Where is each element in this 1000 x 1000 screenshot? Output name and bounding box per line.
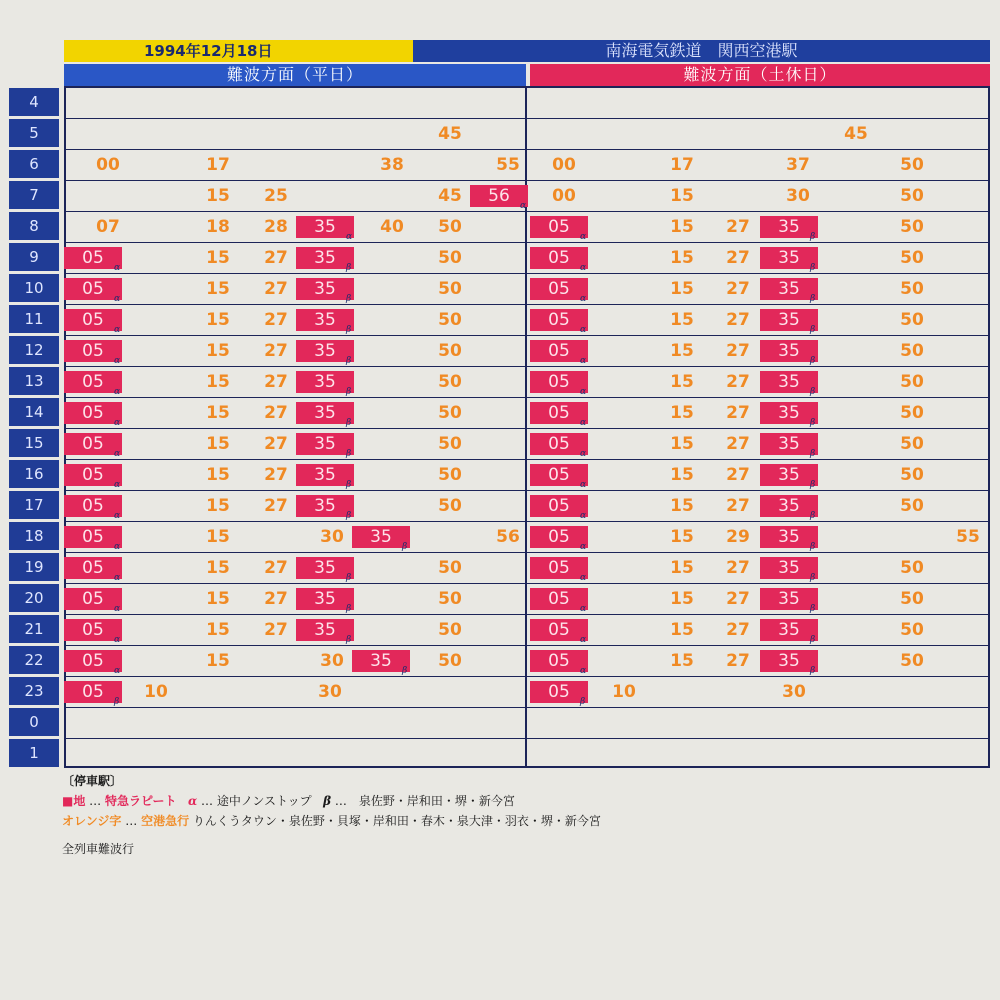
weekday-departure-19-15: 15 <box>206 558 230 578</box>
hour-label: 15 <box>9 429 59 457</box>
weekday-departure-13-50: 50 <box>438 372 462 392</box>
weekday-departure-5-45: 45 <box>438 124 462 144</box>
alpha-mark: α <box>114 573 121 583</box>
holiday-departure-22-35: 35 <box>760 650 818 672</box>
weekday-departure-8-40: 40 <box>380 217 404 237</box>
beta-mark: β <box>810 325 816 335</box>
beta-mark: β <box>346 511 352 521</box>
legend-dots: … <box>89 794 102 808</box>
holiday-departure-21-05: 05 <box>530 619 588 641</box>
holiday-departure-13-15: 15 <box>670 372 694 392</box>
row-divider <box>64 490 990 491</box>
holiday-departure-6-37: 37 <box>786 155 810 175</box>
holiday-departure-15-35: 35 <box>760 433 818 455</box>
alpha-mark: α <box>580 232 587 242</box>
weekday-departure-8-50: 50 <box>438 217 462 237</box>
alpha-mark: α <box>114 294 121 304</box>
holiday-departure-20-50: 50 <box>900 589 924 609</box>
row-divider <box>64 304 990 305</box>
weekday-departure-16-15: 15 <box>206 465 230 485</box>
holiday-departure-15-50: 50 <box>900 434 924 454</box>
weekday-departure-12-35: 35 <box>296 340 354 362</box>
weekday-departure-7-15: 15 <box>206 186 230 206</box>
holiday-departure-18-35: 35 <box>760 526 818 548</box>
weekday-departure-16-05: 05 <box>64 464 122 486</box>
alpha-mark: α <box>580 666 587 676</box>
alpha-mark: α <box>580 387 587 397</box>
weekday-departure-21-27: 27 <box>264 620 288 640</box>
holiday-departure-20-05: 05 <box>530 588 588 610</box>
alpha-mark: α <box>114 325 121 335</box>
alpha-mark: α <box>520 201 527 211</box>
hour-label: 0 <box>9 708 59 736</box>
holiday-departure-15-27: 27 <box>726 434 750 454</box>
alpha-mark: α <box>114 511 121 521</box>
weekday-departure-11-05: 05 <box>64 309 122 331</box>
legend-red-ground: ■地 <box>62 794 86 808</box>
weekday-departure-22-35: 35 <box>352 650 410 672</box>
holiday-departure-9-15: 15 <box>670 248 694 268</box>
alpha-mark: α <box>114 263 121 273</box>
alpha-mark: α <box>580 356 587 366</box>
weekday-departure-22-30: 30 <box>320 651 344 671</box>
row-divider <box>64 149 990 150</box>
beta-mark: β <box>580 697 586 707</box>
weekday-departure-16-27: 27 <box>264 465 288 485</box>
weekday-departure-6-00: 00 <box>96 155 120 175</box>
weekday-departure-19-27: 27 <box>264 558 288 578</box>
beta-mark: β <box>810 387 816 397</box>
weekday-departure-12-27: 27 <box>264 341 288 361</box>
beta-mark: β <box>810 294 816 304</box>
weekday-departure-21-15: 15 <box>206 620 230 640</box>
holiday-departure-16-27: 27 <box>726 465 750 485</box>
row-divider <box>64 521 990 522</box>
legend-rapit: 特急ラピート <box>105 794 177 808</box>
beta-mark: β <box>810 263 816 273</box>
hour-label: 5 <box>9 119 59 147</box>
weekday-departure-16-35: 35 <box>296 464 354 486</box>
row-divider <box>64 707 990 708</box>
hour-label: 12 <box>9 336 59 364</box>
holiday-departure-12-27: 27 <box>726 341 750 361</box>
holiday-departure-19-27: 27 <box>726 558 750 578</box>
alpha-mark: α <box>114 604 121 614</box>
holiday-departure-13-27: 27 <box>726 372 750 392</box>
holiday-departure-13-05: 05 <box>530 371 588 393</box>
holiday-departure-15-15: 15 <box>670 434 694 454</box>
holiday-departure-20-15: 15 <box>670 589 694 609</box>
holiday-departure-18-05: 05 <box>530 526 588 548</box>
alpha-mark: α <box>580 449 587 459</box>
row-divider <box>64 180 990 181</box>
holiday-departure-9-35: 35 <box>760 247 818 269</box>
weekday-departure-17-05: 05 <box>64 495 122 517</box>
holiday-departure-20-35: 35 <box>760 588 818 610</box>
hour-label: 4 <box>9 88 59 116</box>
weekday-departure-10-15: 15 <box>206 279 230 299</box>
holiday-departure-17-15: 15 <box>670 496 694 516</box>
beta-mark: β <box>346 418 352 428</box>
hour-label: 13 <box>9 367 59 395</box>
beta-mark: β <box>346 356 352 366</box>
holiday-departure-22-50: 50 <box>900 651 924 671</box>
weekday-departure-14-50: 50 <box>438 403 462 423</box>
legend-airport-stops: りんくうタウン・泉佐野・貝塚・岸和田・春木・泉大津・羽衣・堺・新今宮 <box>192 814 601 828</box>
holiday-departure-7-30: 30 <box>786 186 810 206</box>
legend-alpha-desc: … 途中ノンストップ <box>201 794 312 808</box>
hour-label: 22 <box>9 646 59 674</box>
beta-mark: β <box>810 635 816 645</box>
holiday-departure-12-05: 05 <box>530 340 588 362</box>
weekday-departure-7-25: 25 <box>264 186 288 206</box>
hour-label: 19 <box>9 553 59 581</box>
holiday-departure-15-05: 05 <box>530 433 588 455</box>
weekday-departure-20-15: 15 <box>206 589 230 609</box>
alpha-mark: α <box>114 666 121 676</box>
row-divider <box>64 118 990 119</box>
weekday-departure-12-15: 15 <box>206 341 230 361</box>
legend-beta: β <box>323 794 332 808</box>
hour-label: 21 <box>9 615 59 643</box>
weekday-departure-9-35: 35 <box>296 247 354 269</box>
weekday-departure-15-05: 05 <box>64 433 122 455</box>
weekday-departure-17-35: 35 <box>296 495 354 517</box>
holiday-departure-8-05: 05 <box>530 216 588 238</box>
row-divider <box>64 583 990 584</box>
holiday-departure-17-27: 27 <box>726 496 750 516</box>
holiday-departure-6-50: 50 <box>900 155 924 175</box>
alpha-mark: α <box>580 573 587 583</box>
hour-label: 11 <box>9 305 59 333</box>
weekday-departure-23-05: 05 <box>64 681 122 703</box>
weekday-departure-21-35: 35 <box>296 619 354 641</box>
weekday-departure-18-35: 35 <box>352 526 410 548</box>
weekday-departure-11-27: 27 <box>264 310 288 330</box>
beta-mark: β <box>346 294 352 304</box>
row-divider <box>64 676 990 677</box>
alpha-mark: α <box>580 511 587 521</box>
holiday-departure-14-15: 15 <box>670 403 694 423</box>
hour-label: 9 <box>9 243 59 271</box>
holiday-departure-7-50: 50 <box>900 186 924 206</box>
weekday-departure-12-05: 05 <box>64 340 122 362</box>
holiday-departure-11-05: 05 <box>530 309 588 331</box>
holiday-departure-17-50: 50 <box>900 496 924 516</box>
weekday-column-header: 難波方面（平日） <box>64 64 526 86</box>
weekday-departure-22-05: 05 <box>64 650 122 672</box>
weekday-departure-14-05: 05 <box>64 402 122 424</box>
beta-mark: β <box>810 573 816 583</box>
legend-heading: 〔停車駅〕 <box>62 774 123 788</box>
holiday-departure-13-35: 35 <box>760 371 818 393</box>
alpha-mark: α <box>114 542 121 552</box>
weekday-departure-23-10: 10 <box>144 682 168 702</box>
weekday-departure-20-50: 50 <box>438 589 462 609</box>
legend-beta-desc: … 泉佐野・岸和田・堺・新今宮 <box>334 794 515 808</box>
holiday-departure-19-15: 15 <box>670 558 694 578</box>
hour-label: 6 <box>9 150 59 178</box>
row-divider <box>64 428 990 429</box>
holiday-departure-23-10: 10 <box>612 682 636 702</box>
holiday-departure-18-29: 29 <box>726 527 750 547</box>
weekday-departure-16-50: 50 <box>438 465 462 485</box>
weekday-departure-21-50: 50 <box>438 620 462 640</box>
row-divider <box>64 645 990 646</box>
holiday-departure-17-05: 05 <box>530 495 588 517</box>
beta-mark: β <box>346 449 352 459</box>
beta-mark: β <box>346 263 352 273</box>
beta-mark: β <box>810 480 816 490</box>
weekday-departure-10-50: 50 <box>438 279 462 299</box>
weekday-departure-11-35: 35 <box>296 309 354 331</box>
holiday-departure-18-55: 55 <box>956 527 980 547</box>
weekday-departure-18-05: 05 <box>64 526 122 548</box>
weekday-departure-12-50: 50 <box>438 341 462 361</box>
beta-mark: β <box>346 573 352 583</box>
weekday-departure-8-28: 28 <box>264 217 288 237</box>
beta-mark: β <box>810 666 816 676</box>
weekday-departure-13-35: 35 <box>296 371 354 393</box>
hour-label: 23 <box>9 677 59 705</box>
row-divider <box>64 397 990 398</box>
holiday-departure-11-27: 27 <box>726 310 750 330</box>
weekday-departure-17-15: 15 <box>206 496 230 516</box>
date-banner: 1994年12月18日 <box>64 40 413 62</box>
legend-airport-express: 空港急行 <box>141 814 190 828</box>
weekday-departure-8-35: 35 <box>296 216 354 238</box>
weekday-departure-9-05: 05 <box>64 247 122 269</box>
holiday-departure-13-50: 50 <box>900 372 924 392</box>
holiday-departure-5-45: 45 <box>844 124 868 144</box>
holiday-departure-14-35: 35 <box>760 402 818 424</box>
legend-dots-2: … <box>125 814 138 828</box>
weekday-departure-23-30: 30 <box>318 682 342 702</box>
holiday-departure-21-35: 35 <box>760 619 818 641</box>
weekday-departure-21-05: 05 <box>64 619 122 641</box>
weekday-departure-13-05: 05 <box>64 371 122 393</box>
beta-mark: β <box>346 604 352 614</box>
weekday-departure-10-35: 35 <box>296 278 354 300</box>
alpha-mark: α <box>346 232 353 242</box>
weekday-departure-17-27: 27 <box>264 496 288 516</box>
holiday-departure-7-15: 15 <box>670 186 694 206</box>
holiday-departure-12-15: 15 <box>670 341 694 361</box>
weekday-departure-6-17: 17 <box>206 155 230 175</box>
holiday-departure-6-17: 17 <box>670 155 694 175</box>
holiday-departure-16-05: 05 <box>530 464 588 486</box>
holiday-departure-11-15: 15 <box>670 310 694 330</box>
hour-label: 1 <box>9 739 59 767</box>
weekday-departure-11-15: 15 <box>206 310 230 330</box>
holiday-departure-14-27: 27 <box>726 403 750 423</box>
holiday-departure-8-35: 35 <box>760 216 818 238</box>
holiday-departure-21-15: 15 <box>670 620 694 640</box>
alpha-mark: α <box>580 480 587 490</box>
beta-mark: β <box>346 480 352 490</box>
weekday-departure-11-50: 50 <box>438 310 462 330</box>
weekday-departure-8-18: 18 <box>206 217 230 237</box>
holiday-departure-10-50: 50 <box>900 279 924 299</box>
row-divider <box>64 335 990 336</box>
beta-mark: β <box>810 542 816 552</box>
weekday-departure-14-15: 15 <box>206 403 230 423</box>
weekday-departure-19-50: 50 <box>438 558 462 578</box>
holiday-departure-10-27: 27 <box>726 279 750 299</box>
beta-mark: β <box>346 325 352 335</box>
alpha-mark: α <box>114 635 121 645</box>
beta-mark: β <box>810 449 816 459</box>
holiday-departure-23-05: 05 <box>530 681 588 703</box>
alpha-mark: α <box>114 387 121 397</box>
beta-mark: β <box>402 666 408 676</box>
holiday-departure-9-05: 05 <box>530 247 588 269</box>
hour-label: 8 <box>9 212 59 240</box>
beta-mark: β <box>810 604 816 614</box>
weekday-departure-14-35: 35 <box>296 402 354 424</box>
weekday-departure-20-35: 35 <box>296 588 354 610</box>
weekday-departure-6-38: 38 <box>380 155 404 175</box>
weekday-departure-15-15: 15 <box>206 434 230 454</box>
legend-rapit-line <box>62 792 515 809</box>
holiday-departure-19-35: 35 <box>760 557 818 579</box>
holiday-departure-23-30: 30 <box>782 682 806 702</box>
weekday-departure-13-27: 27 <box>264 372 288 392</box>
holiday-departure-19-05: 05 <box>530 557 588 579</box>
holiday-departure-9-27: 27 <box>726 248 750 268</box>
alpha-mark: α <box>580 294 587 304</box>
alpha-mark: α <box>114 480 121 490</box>
row-divider <box>64 211 990 212</box>
legend-note: 全列車難波行 <box>62 842 135 856</box>
beta-mark: β <box>810 232 816 242</box>
alpha-mark: α <box>114 449 121 459</box>
row-divider <box>64 366 990 367</box>
holiday-departure-16-15: 15 <box>670 465 694 485</box>
weekday-departure-15-27: 27 <box>264 434 288 454</box>
holiday-departure-12-50: 50 <box>900 341 924 361</box>
holiday-departure-18-15: 15 <box>670 527 694 547</box>
holiday-column-header: 難波方面（土休日） <box>530 64 990 86</box>
weekday-departure-19-05: 05 <box>64 557 122 579</box>
weekday-departure-15-35: 35 <box>296 433 354 455</box>
weekday-departure-18-30: 30 <box>320 527 344 547</box>
weekday-departure-20-05: 05 <box>64 588 122 610</box>
holiday-departure-12-35: 35 <box>760 340 818 362</box>
alpha-mark: α <box>580 263 587 273</box>
beta-mark: β <box>114 697 120 707</box>
row-divider <box>64 552 990 553</box>
holiday-departure-8-15: 15 <box>670 217 694 237</box>
alpha-mark: α <box>580 325 587 335</box>
weekday-departure-6-55: 55 <box>496 155 520 175</box>
legend-orange-text: オレンジ字 <box>62 814 122 828</box>
alpha-mark: α <box>580 418 587 428</box>
holiday-departure-9-50: 50 <box>900 248 924 268</box>
alpha-mark: α <box>580 542 587 552</box>
weekday-departure-18-15: 15 <box>206 527 230 547</box>
beta-mark: β <box>346 635 352 645</box>
beta-mark: β <box>810 511 816 521</box>
hour-label: 14 <box>9 398 59 426</box>
hour-label: 16 <box>9 460 59 488</box>
weekday-departure-18-56: 56 <box>496 527 520 547</box>
weekday-departure-9-27: 27 <box>264 248 288 268</box>
row-divider <box>64 459 990 460</box>
weekday-departure-9-50: 50 <box>438 248 462 268</box>
weekday-departure-10-05: 05 <box>64 278 122 300</box>
row-divider <box>64 614 990 615</box>
weekday-departure-15-50: 50 <box>438 434 462 454</box>
holiday-departure-10-15: 15 <box>670 279 694 299</box>
beta-mark: β <box>810 418 816 428</box>
hour-label: 10 <box>9 274 59 302</box>
beta-mark: β <box>402 542 408 552</box>
weekday-departure-22-50: 50 <box>438 651 462 671</box>
alpha-mark: α <box>114 418 121 428</box>
holiday-departure-17-35: 35 <box>760 495 818 517</box>
holiday-departure-14-05: 05 <box>530 402 588 424</box>
holiday-departure-7-00: 00 <box>552 186 576 206</box>
alpha-mark: α <box>580 635 587 645</box>
weekday-departure-10-27: 27 <box>264 279 288 299</box>
weekday-departure-9-15: 15 <box>206 248 230 268</box>
holiday-departure-10-35: 35 <box>760 278 818 300</box>
holiday-departure-11-35: 35 <box>760 309 818 331</box>
holiday-departure-16-50: 50 <box>900 465 924 485</box>
hour-label: 7 <box>9 181 59 209</box>
weekday-departure-7-56: 56 <box>470 185 528 207</box>
weekday-departure-7-45: 45 <box>438 186 462 206</box>
holiday-departure-21-50: 50 <box>900 620 924 640</box>
row-divider <box>64 273 990 274</box>
hour-label: 20 <box>9 584 59 612</box>
legend-alpha: α <box>187 794 198 808</box>
weekday-departure-13-15: 15 <box>206 372 230 392</box>
legend-airport-line <box>62 812 601 829</box>
station-title: 南海電気鉄道 関西空港駅 <box>413 40 990 62</box>
row-divider <box>64 242 990 243</box>
beta-mark: β <box>810 356 816 366</box>
weekday-departure-20-27: 27 <box>264 589 288 609</box>
holiday-departure-19-50: 50 <box>900 558 924 578</box>
alpha-mark: α <box>114 356 121 366</box>
holiday-departure-14-50: 50 <box>900 403 924 423</box>
weekday-departure-14-27: 27 <box>264 403 288 423</box>
holiday-departure-20-27: 27 <box>726 589 750 609</box>
weekday-departure-22-15: 15 <box>206 651 230 671</box>
beta-mark: β <box>346 387 352 397</box>
hour-label: 17 <box>9 491 59 519</box>
holiday-departure-22-05: 05 <box>530 650 588 672</box>
weekday-departure-19-35: 35 <box>296 557 354 579</box>
holiday-departure-8-27: 27 <box>726 217 750 237</box>
alpha-mark: α <box>580 604 587 614</box>
holiday-departure-11-50: 50 <box>900 310 924 330</box>
holiday-departure-22-15: 15 <box>670 651 694 671</box>
holiday-departure-10-05: 05 <box>530 278 588 300</box>
holiday-departure-16-35: 35 <box>760 464 818 486</box>
holiday-departure-21-27: 27 <box>726 620 750 640</box>
holiday-departure-6-00: 00 <box>552 155 576 175</box>
hour-label: 18 <box>9 522 59 550</box>
weekday-departure-17-50: 50 <box>438 496 462 516</box>
weekday-departure-8-07: 07 <box>96 217 120 237</box>
holiday-departure-8-50: 50 <box>900 217 924 237</box>
holiday-departure-22-27: 27 <box>726 651 750 671</box>
row-divider <box>64 738 990 739</box>
